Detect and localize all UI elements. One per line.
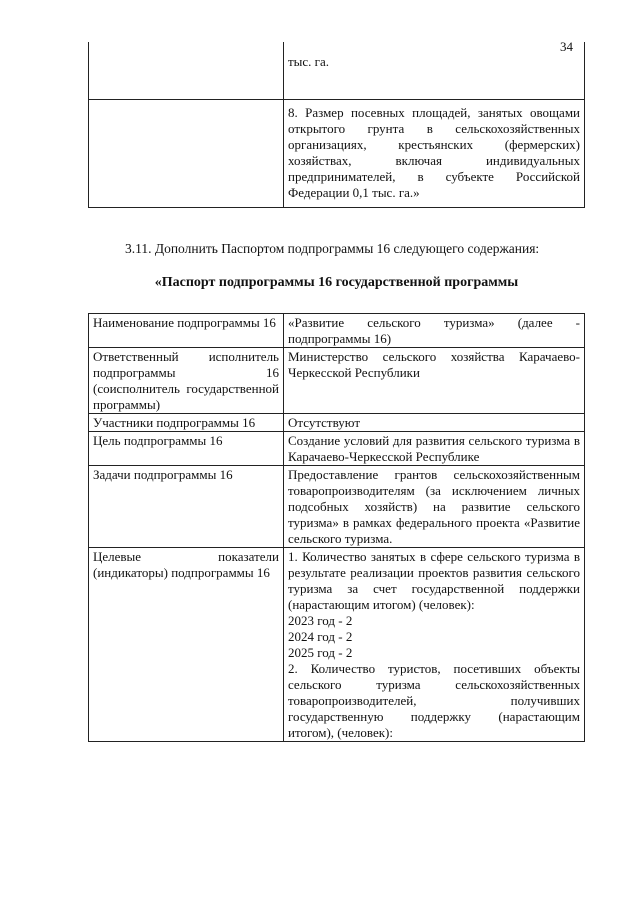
passport-table <box>88 313 585 742</box>
passport-value: Предоставление грантов сельскохозяйственным товаропроизводителям (за исключением личных подсобных хозяйств) на развитие сельского туризма» в рамках федерального проекта «Развитие сельского туризма. <box>284 466 585 548</box>
passport-row <box>89 548 585 742</box>
amendment-paragraph: 3.11. Дополнить Паспортом подпрограммы 16 следующего содержания: <box>125 241 540 256</box>
page-number: 34 <box>560 39 573 54</box>
table-cell-right: тыс. га. <box>284 42 585 100</box>
passport-row <box>89 466 585 548</box>
passport-value: 1. Количество занятых в сфере сельского туризма в результате реализации проектов развития сельского туризма за счет государственной поддержки (нарастающим итогом) (человек): 2023 год - 2 2024 год - 2 2025 год - 2 2. Количество туристов, посетивших объекты сельского туризма сельскохозяйственных товаропроизводителей, получивших государственную поддержку (нарастающим итогом), (человек): <box>284 548 585 742</box>
passport-heading: «Паспорт подпрограммы 16 государственной программы <box>154 275 519 290</box>
passport-label: Участники подпрограммы 16 <box>89 414 284 432</box>
passport-label: Наименование подпрограммы 16 <box>89 314 284 348</box>
passport-row <box>89 414 585 432</box>
passport-value: Министерство сельского хозяйства Карачаево-Черкесской Республики <box>284 348 585 414</box>
passport-label: Задачи подпрограммы 16 <box>89 466 284 548</box>
table-row <box>89 100 585 208</box>
table-row <box>89 42 585 100</box>
passport-value: Создание условий для развития сельского туризма в Карачаево-Черкесской Республике <box>284 432 585 466</box>
passport-label: Целевые показатели (индикаторы) подпрограммы 16 <box>89 548 284 742</box>
table-cell-left <box>89 100 284 208</box>
continued-table <box>88 42 585 208</box>
table-cell-left <box>89 42 284 100</box>
passport-row <box>89 314 585 348</box>
passport-label: Ответственный исполнитель подпрограммы 16 (соисполнитель государственной программы) <box>89 348 284 414</box>
passport-row <box>89 432 585 466</box>
passport-value: Отсутствуют <box>284 414 585 432</box>
passport-row <box>89 348 585 414</box>
passport-value: «Развитие сельского туризма» (далее - подпрограммы 16) <box>284 314 585 348</box>
passport-label: Цель подпрограммы 16 <box>89 432 284 466</box>
table-cell-right: 8. Размер посевных площадей, занятых овощами открытого грунта в сельскохозяйственных организациях, крестьянских (фермерских) хозяйствах, включая индивидуальных предпринимателей, в субъекте Российской Федерации 0,1 тыс. га.» <box>284 100 585 208</box>
